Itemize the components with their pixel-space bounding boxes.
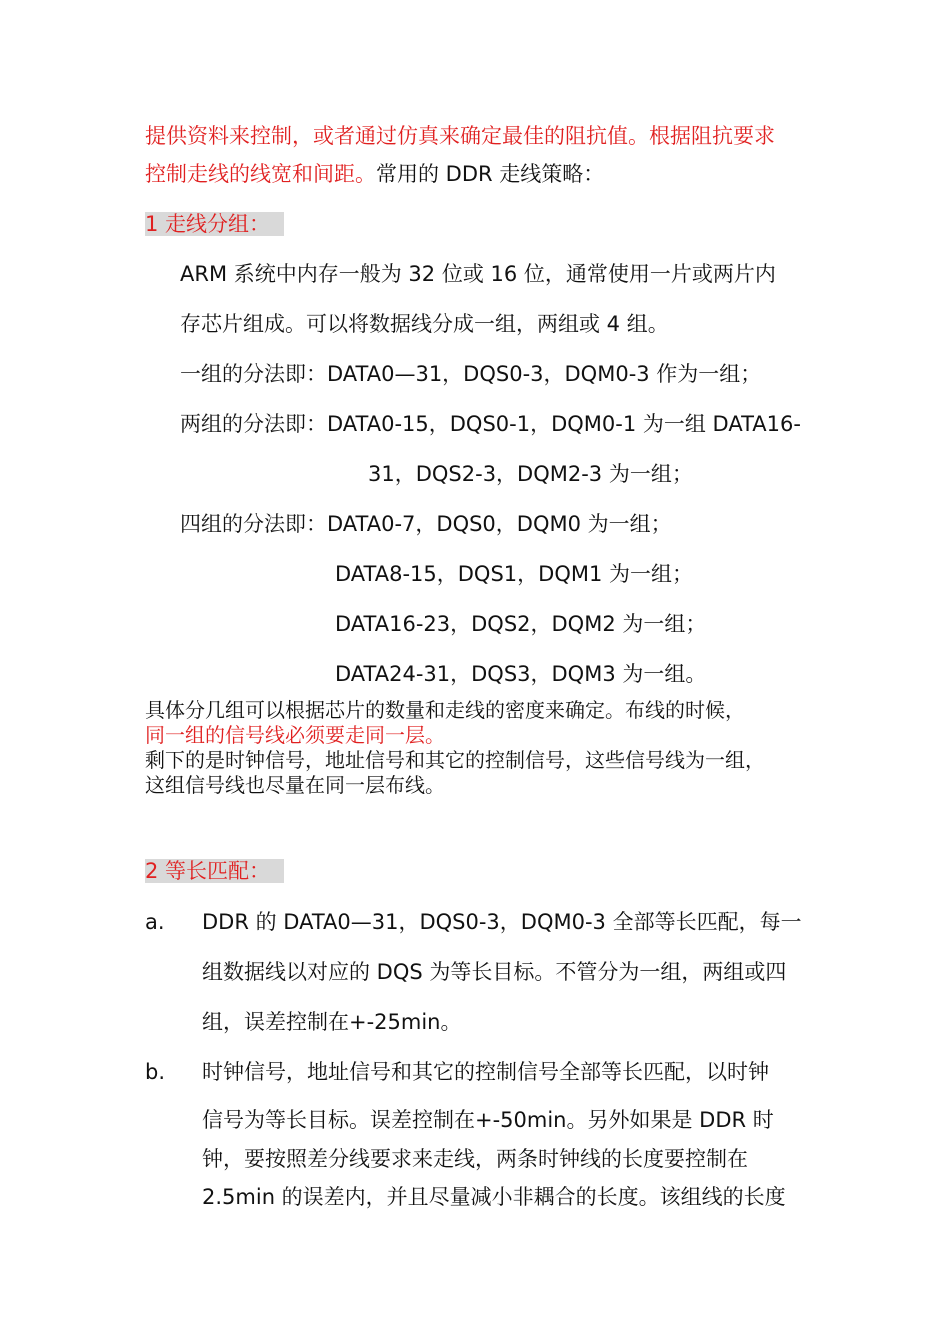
item-a-line-1: DDR 的 DATA0—31，DQS0-3，DQM0-3 全部等长匹配，每一 [202,910,802,934]
s1-four-group-line-2: DATA8-15，DQS1，DQM1 为一组； [335,562,694,586]
item-a-line-3: 组，误差控制在+-25min。 [202,1010,462,1034]
s1-note-line-3: 剩下的是时钟信号，地址信号和其它的控制信号，这些信号线为一组， [145,748,765,772]
list-marker-b: b. [145,1060,166,1084]
s1-note-line-1: 具体分几组可以根据芯片的数量和走线的密度来确定。布线的时候， [145,698,745,722]
s1-paragraph-line-1: ARM 系统中内存一般为 32 位或 16 位，通常使用一片或两片内 [180,262,776,286]
s1-two-group-line-1: 两组的分法即：DATA0-15，DQS0-1，DQM0-1 为一组 DATA16- [180,412,801,436]
s1-four-group-line-4: DATA24-31，DQS3，DQM3 为一组。 [335,662,707,686]
section-2-heading-wrap [145,857,284,885]
item-a-line-2: 组数据线以对应的 DQS 为等长目标。不管分为一组，两组或四 [202,960,787,984]
item-b-line-3: 钟，要按照差分线要求来走线，两条时钟线的长度要控制在 [202,1147,748,1171]
list-marker-a: a. [145,910,165,934]
section-1-heading-wrap [145,210,284,238]
intro-line-2-black: 常用的 DDR 走线策略： [376,162,605,186]
intro-line-2-red: 控制走线的线宽和间距。 [145,162,376,186]
intro-line-2 [145,160,604,188]
intro-line-1: 提供资料来控制，或者通过仿真来确定最佳的阻抗值。根据阻抗要求 [145,124,775,148]
s1-one-group: 一组的分法即：DATA0—31，DQS0-3，DQM0-3 作为一组； [180,362,762,386]
item-b-line-2: 信号为等长目标。误差控制在+-50min。另外如果是 DDR 时 [202,1108,774,1132]
item-b-line-4: 2.5min 的误差内，并且尽量减小非耦合的长度。该组线的长度 [202,1185,786,1209]
s1-paragraph-line-2: 存芯片组成。可以将数据线分成一组，两组或 4 组。 [180,312,669,336]
section-2-heading: 2 等长匹配： [145,859,284,883]
s1-four-group-line-1: 四组的分法即：DATA0-7，DQS0，DQM0 为一组； [180,512,672,536]
item-b-line-1: 时钟信号，地址信号和其它的控制信号全部等长匹配，以时钟 [202,1060,769,1084]
section-1-heading: 1 走线分组： [145,212,284,236]
s1-note-line-2: 同一组的信号线必须要走同一层。 [145,723,445,747]
s1-four-group-line-3: DATA16-23，DQS2，DQM2 为一组； [335,612,707,636]
s1-note-line-4: 这组信号线也尽量在同一层布线。 [145,773,445,797]
s1-two-group-line-2: 31，DQS2-3，DQM2-3 为一组； [368,462,693,486]
